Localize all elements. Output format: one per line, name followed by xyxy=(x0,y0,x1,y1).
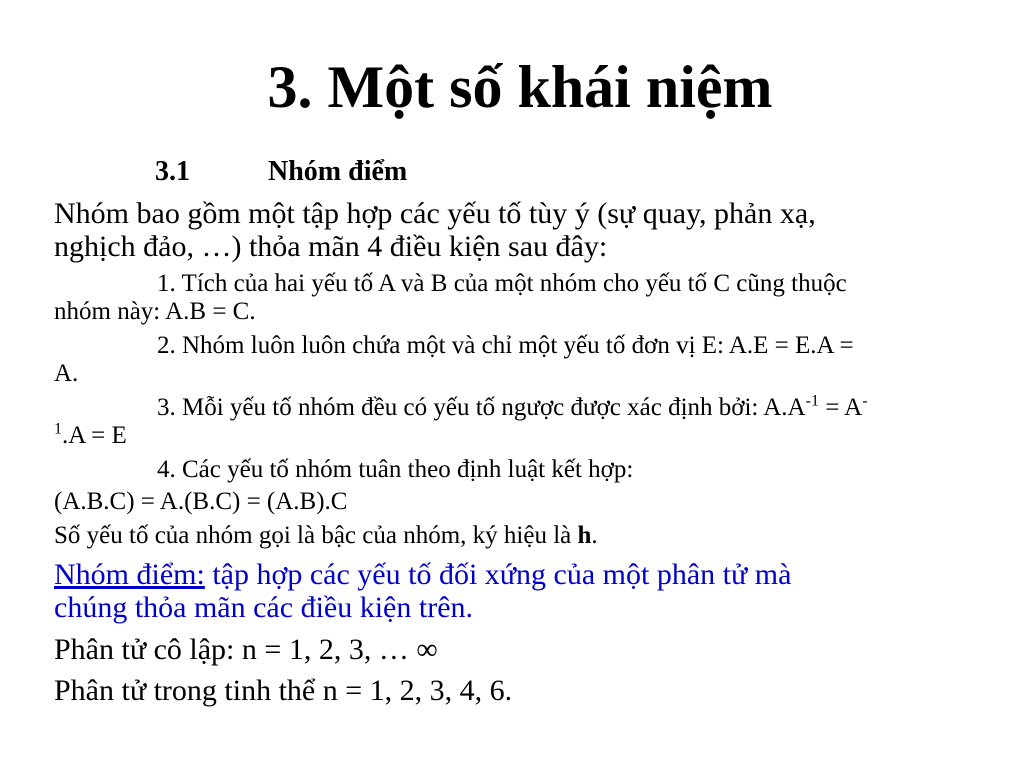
intro-line-2: nghịch đảo, …) thỏa mãn 4 điều kiện sau đây: xyxy=(54,230,608,263)
condition-3-equals: = A xyxy=(818,394,863,421)
group-order-text: Số yếu tố của nhóm gọi là bậc của nhóm, ký hiệu là xyxy=(54,522,578,549)
inverse-exponent: -1 xyxy=(805,392,819,410)
isolated-molecule-line: Phân tử cô lập: n = 1, 2, 3, … ∞ xyxy=(54,633,438,666)
condition-4-line-1: 4. Các yếu tố nhóm tuân theo định luật kết hợp: xyxy=(157,456,634,483)
group-order-symbol: h xyxy=(577,522,592,549)
inverse-exponent-split-end: 1 xyxy=(54,420,62,438)
point-group-line-1 xyxy=(54,558,791,592)
condition-1-line-1: 1. Tích của hai yếu tố A và B của một nhóm cho yếu tố C cũng thuộc xyxy=(157,270,847,297)
point-group-link[interactable]: Nhóm điểm: xyxy=(54,558,205,591)
intro-line-1: Nhóm bao gồm một tập hợp các yếu tố tùy ý (sự quay, phản xạ, xyxy=(54,197,816,230)
crystal-molecule-line: Phân tử trong tinh thể n = 1, 2, 3, 4, 6. xyxy=(54,674,513,707)
condition-3-text: 3. Mỗi yếu tố nhóm đều có yếu tố ngược được xác định bởi: A.A xyxy=(157,394,806,421)
condition-3-line-1 xyxy=(157,393,868,423)
condition-2-line-1: 2. Nhóm luôn luôn chứa một và chỉ một yếu tố đơn vị E: A.E = E.A = xyxy=(157,332,854,359)
group-order-end: . xyxy=(591,522,598,549)
condition-2-line-2: A. xyxy=(54,360,79,387)
point-group-line-2: chúng thỏa mãn các điều kiện trên. xyxy=(54,591,474,624)
group-order-line xyxy=(54,521,598,551)
condition-3-line-2 xyxy=(54,421,127,451)
section-heading: Nhóm điểm xyxy=(268,156,408,187)
section-number: 3.1 xyxy=(155,156,190,187)
condition-3-end: .A = E xyxy=(62,422,127,449)
inverse-exponent-split-start: - xyxy=(862,392,868,410)
condition-1-line-2: nhóm này: A.B = C. xyxy=(54,298,256,325)
slide-title: 3. Một số khái niệm xyxy=(267,54,773,120)
point-group-definition: tập hợp các yếu tố đối xứng của một phân tử mà xyxy=(204,558,792,591)
associativity-formula: (A.B.C) = A.(B.C) = (A.B).C xyxy=(54,488,348,515)
